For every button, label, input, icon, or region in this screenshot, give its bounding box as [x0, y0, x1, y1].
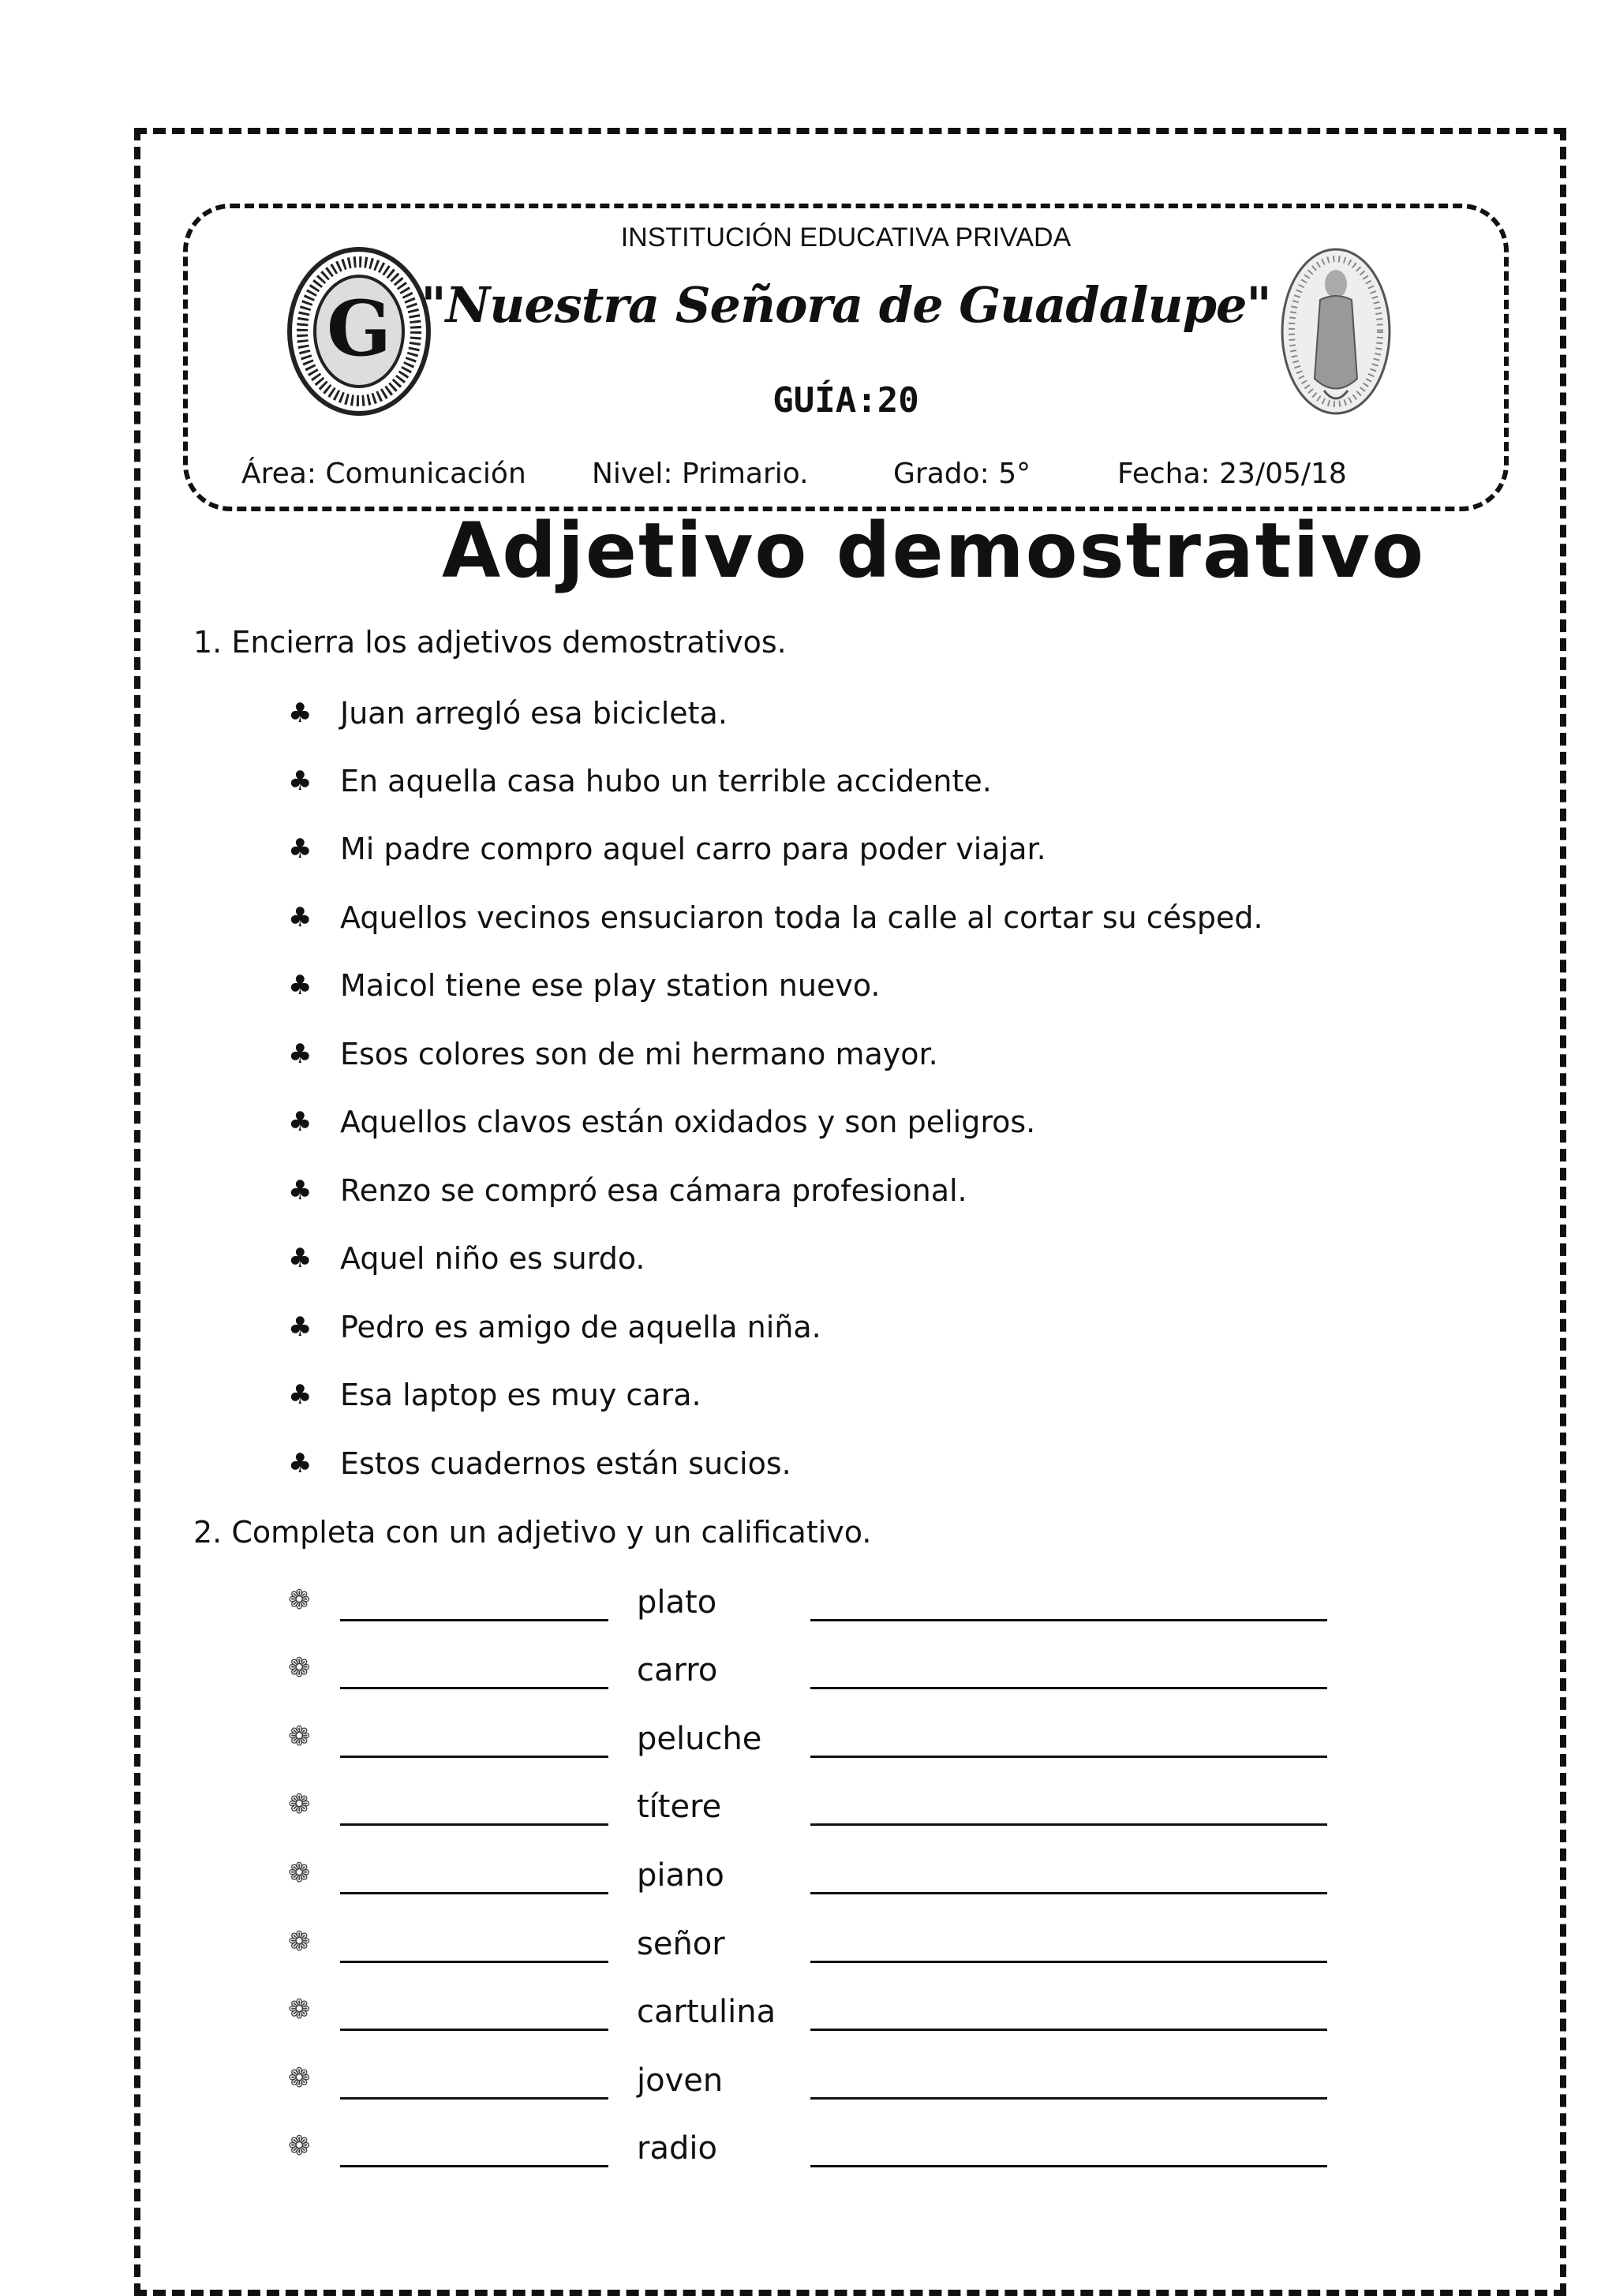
virgin-image: [1277, 245, 1395, 418]
list-item: ♣ Estos cuadernos están sucios.: [288, 1446, 791, 1481]
blank-line-qualifier[interactable]: [810, 1619, 1327, 1621]
blank-line-qualifier[interactable]: [810, 2165, 1327, 2167]
flower-bullet-icon: ❁: [288, 1652, 311, 1684]
guide-number: GUÍA:20: [772, 380, 919, 421]
list-item: ♣ Juan arregló esa bicicleta.: [288, 696, 728, 731]
page-title: Adjetivo demostrativo: [442, 507, 1426, 595]
club-bullet-icon: ♣: [288, 1311, 312, 1343]
flower-bullet-icon: ❁: [288, 1789, 311, 1820]
blank-line-adjective[interactable]: [340, 1756, 608, 1758]
date-label: Fecha: 23/05/18: [1117, 458, 1347, 490]
blank-line-qualifier[interactable]: [810, 1823, 1327, 1826]
blank-line-adjective[interactable]: [340, 1619, 608, 1621]
flower-bullet-icon: ❁: [288, 1994, 311, 2025]
club-bullet-icon: ♣: [288, 1106, 312, 1138]
list-item: ♣ Aquel niño es surdo.: [288, 1241, 645, 1276]
question-1: 1. Encierra los adjetivos demostrativos.: [193, 625, 787, 660]
blank-line-adjective[interactable]: [340, 1892, 608, 1894]
list-item: ♣ Renzo se compró esa cámara profesional.: [288, 1173, 967, 1208]
blank-line-adjective[interactable]: [340, 1823, 608, 1826]
logo-letter: G: [327, 284, 391, 373]
blank-line-qualifier[interactable]: [810, 1961, 1327, 1963]
club-bullet-icon: ♣: [288, 1243, 312, 1274]
club-bullet-icon: ♣: [288, 697, 312, 729]
blank-line-adjective[interactable]: [340, 2165, 608, 2167]
blank-line-qualifier[interactable]: [810, 2097, 1327, 2100]
blank-line-adjective[interactable]: [340, 1961, 608, 1963]
flower-bullet-icon: ❁: [288, 2062, 311, 2094]
club-bullet-icon: ♣: [288, 765, 312, 797]
club-bullet-icon: ♣: [288, 1379, 312, 1411]
blank-line-adjective[interactable]: [340, 2097, 608, 2100]
list-item: ♣ Esa laptop es muy cara.: [288, 1378, 701, 1412]
flower-bullet-icon: ❁: [288, 1857, 311, 1889]
club-bullet-icon: ♣: [288, 1038, 312, 1070]
flower-bullet-icon: ❁: [288, 1584, 311, 1616]
list-item: ♣ Aquellos clavos están oxidados y son peligros.: [288, 1105, 1036, 1139]
club-bullet-icon: ♣: [288, 1175, 312, 1206]
list-item: ♣ Aquellos vecinos ensuciaron toda la calle al cortar su césped.: [288, 900, 1263, 935]
flower-bullet-icon: ❁: [288, 1721, 311, 1752]
blank-line-qualifier[interactable]: [810, 2029, 1327, 2031]
blank-line-qualifier[interactable]: [810, 1892, 1327, 1894]
blank-line-qualifier[interactable]: [810, 1756, 1327, 1758]
flower-bullet-icon: ❁: [288, 1926, 311, 1958]
area-label: Área: Comunicación: [241, 458, 526, 490]
school-seal-logo: [284, 245, 434, 418]
list-item: ♣ Pedro es amigo de aquella niña.: [288, 1310, 821, 1344]
blank-line-qualifier[interactable]: [810, 1687, 1327, 1689]
list-item: ♣ Mi padre compro aquel carro para poder viajar.: [288, 832, 1046, 866]
blank-line-adjective[interactable]: [340, 1687, 608, 1689]
list-item: ♣ Maicol tiene ese play station nuevo.: [288, 968, 881, 1003]
blank-line-adjective[interactable]: [340, 2029, 608, 2031]
list-item: ♣ En aquella casa hubo un terrible accidente.: [288, 764, 992, 798]
club-bullet-icon: ♣: [288, 1448, 312, 1479]
grade-label: Grado: 5°: [893, 458, 1031, 490]
club-bullet-icon: ♣: [288, 970, 312, 1001]
school-name: "Nuestra Señora de Guadalupe": [421, 276, 1271, 334]
flower-bullet-icon: ❁: [288, 2130, 311, 2162]
club-bullet-icon: ♣: [288, 902, 312, 933]
club-bullet-icon: ♣: [288, 833, 312, 865]
list-item: ♣ Esos colores son de mi hermano mayor.: [288, 1037, 938, 1071]
question-2: 2. Completa con un adjetivo y un calificativo.: [193, 1515, 872, 1550]
institution-label: INSTITUCIÓN EDUCATIVA PRIVADA: [620, 222, 1072, 252]
level-label: Nivel: Primario.: [592, 458, 809, 490]
